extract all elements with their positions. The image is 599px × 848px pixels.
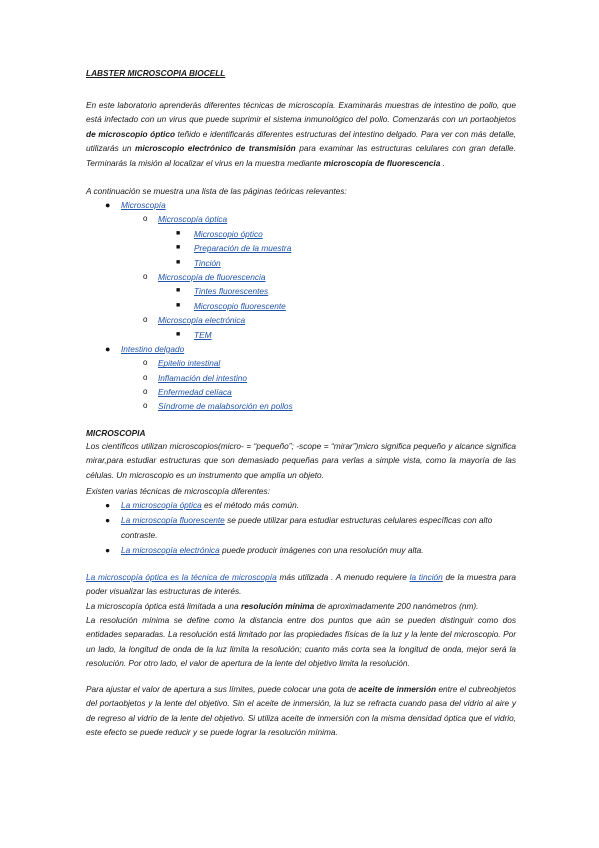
toc-link[interactable]: Microscopía: [121, 200, 166, 210]
bullet-marker: o: [143, 372, 148, 382]
bullet-marker: ●: [105, 545, 111, 556]
immersion-bold: aceite de inmersión: [358, 684, 437, 694]
toc-link[interactable]: Microscopio óptico: [194, 228, 263, 239]
toc-link[interactable]: Microscopía óptica: [158, 214, 228, 225]
table-of-contents: [86, 198, 516, 414]
toc-link[interactable]: Tinción: [194, 257, 221, 268]
bullet-marker: o: [143, 315, 148, 325]
bullet-marker: ■: [176, 287, 181, 295]
toc-item: [86, 270, 516, 284]
types-link-optical[interactable]: La microscopía óptica: [121, 500, 202, 510]
types-list: [86, 498, 516, 558]
toc-item: [86, 342, 516, 356]
optical-technique-link[interactable]: La microscopía óptica es la técnica de microscopía: [86, 572, 277, 582]
toc-link[interactable]: Inflamación del intestino: [158, 372, 248, 383]
resolution-text-a: La microscopía óptica está limitada a una: [86, 601, 241, 611]
types-list-item: [86, 543, 516, 557]
bullet-marker: ●: [105, 200, 111, 210]
toc-item: [86, 212, 516, 226]
optical-text-1: más utilizada . A menudo requiere: [276, 572, 410, 582]
types-intro: Existen varias técnicas de microscopía diferentes:: [86, 486, 270, 496]
intro-text-2: teñido e identificarás diferentes estructuras del intestino delgado. Para ver con más detalle, utilizarás un: [86, 128, 516, 154]
bullet-marker: ■: [176, 330, 181, 338]
toc-item: [86, 227, 516, 241]
resolution-limit-paragraph: [86, 599, 516, 613]
toc-item: [86, 241, 516, 255]
intro-text-1: En este laboratorio aprenderás diferentes técnicas de microscopía. Examinarás muestras de intestino de pollo, que está infectado con un virus que puede suprimir el sistema inmunológico del pollo. Comenzarás con un portaobjetos: [86, 100, 516, 125]
bullet-marker: o: [143, 387, 148, 397]
toc-link[interactable]: Intestino delgado: [121, 343, 185, 354]
bullet-marker: ●: [105, 343, 111, 354]
staining-link[interactable]: la tinción: [409, 572, 443, 582]
toc-link[interactable]: Microscopía electrónica: [158, 315, 246, 326]
list-intro: A continuación se muestra una lista de las páginas teóricas relevantes:: [86, 186, 347, 196]
toc-item: [86, 256, 516, 270]
toc-item: [86, 371, 516, 385]
bullet-marker: ●: [105, 515, 111, 526]
toc-item: [86, 356, 516, 370]
types-link-fluorescent[interactable]: La microscopía fluorescente: [121, 515, 225, 526]
toc-link[interactable]: Epitelio intestinal: [158, 358, 221, 369]
bullet-marker: ■: [176, 258, 181, 266]
bullet-marker: o: [143, 358, 148, 368]
definition-paragraph: Los científicos utilizan microscopios(micro- = “pequeño”; -scope = “mirar”)micro significa pequeño y alcance significa mirar,para estudiar estructuras que son demasiado pequeñas para verlas a simple vista, como la mayoría de las células. Un microscopio es un instrumento que amplía un objeto.: [86, 441, 516, 480]
toc-link[interactable]: Preparación de la muestra: [194, 243, 292, 254]
bullet-marker: ■: [176, 244, 181, 252]
types-list-item: [86, 513, 516, 542]
resolution-text-c: de aproximadamente 200 nanómetros (nm).: [314, 601, 479, 611]
toc-link[interactable]: Tintes fluorescentes: [194, 286, 269, 297]
resolution-bold: resolución mínima: [240, 601, 315, 611]
immersion-text-c: entre el cubreobjetos del portaobjetos y la lente del objetivo. Sin el aceite de inmersión, la luz se refracta cuando pasa del vidrio al aire y de regreso al vidrio de la lente del objetivo. Si utiliza aceite de inmersión con la misma densidad óptica que el vidrio, este efecto se puede reducir y se puede lograr la resolución mínima.: [86, 684, 516, 738]
toc-link[interactable]: Síndrome de malabsorción en pollos: [158, 401, 293, 412]
bullet-marker: o: [143, 271, 148, 281]
bullet-marker: o: [143, 214, 148, 224]
toc-link[interactable]: Enfermedad celíaca: [158, 387, 232, 398]
immersion-oil-paragraph: [86, 682, 516, 740]
toc-item: [86, 399, 516, 413]
types-link-electron[interactable]: La microscopía electrónica: [121, 545, 220, 556]
toc-item: [86, 328, 516, 342]
intro-bold-3: microscopía de fluorescencia: [323, 157, 441, 168]
toc-item: [86, 385, 516, 399]
toc-link[interactable]: Microscopía de fluorescencia: [158, 271, 266, 282]
types-text: se puede utilizar para estudiar estructuras celulares específicas con alto contraste.: [121, 515, 493, 540]
immersion-text-a: Para ajustar el valor de apertura a sus límites, puede colocar una gota de: [86, 684, 359, 694]
toc-link[interactable]: Microscopio fluorescente: [194, 300, 286, 311]
intro-bold-1: de microscopio óptico: [86, 128, 176, 139]
optical-text-2: de la muestra para poder visualizar las estructuras de interés.: [86, 572, 516, 597]
intro-text-4: .: [440, 157, 445, 168]
bullet-marker: o: [143, 401, 148, 411]
bullet-marker: ■: [176, 301, 181, 309]
toc-item: [86, 313, 516, 327]
types-text: es el método más común.: [201, 500, 300, 510]
section-heading: MICROSCOPIA: [86, 428, 146, 438]
toc-item: [86, 284, 516, 298]
intro-paragraph: [86, 98, 516, 170]
optical-paragraph: [86, 570, 516, 599]
toc-link[interactable]: TEM: [194, 329, 212, 340]
types-text: puede producir imágenes con una resolución muy alta.: [219, 545, 424, 556]
toc-item: [86, 299, 516, 313]
toc-item: [86, 198, 516, 212]
intro-bold-2: microscopio electrónico de transmisión: [134, 143, 296, 154]
intro-text-3: para examinar las estructuras celulares con gran detalle. Terminarás la misión al localizar el virus en la muestra mediante: [86, 143, 516, 168]
document-title: LABSTER MICROSCOPIA BIOCELL: [86, 68, 226, 78]
bullet-marker: ■: [176, 229, 181, 237]
types-list-item: [86, 498, 516, 512]
bullet-marker: ●: [105, 500, 111, 510]
resolution-definition-paragraph: La resolución mínima se define como la distancia entre dos puntos que aún se pueden distinguir como dos entidades separadas. La resolución está limitado por las propiedades físicas de la luz y la lente del microscopio. Por un lado, la longitud de onda de la luz limita la resolución; cuanto más corta sea la longitud de onda, mejor será la resolución. Por otro lado, el valor de apertura de la lente del objetivo limita la resolución.: [86, 615, 516, 669]
